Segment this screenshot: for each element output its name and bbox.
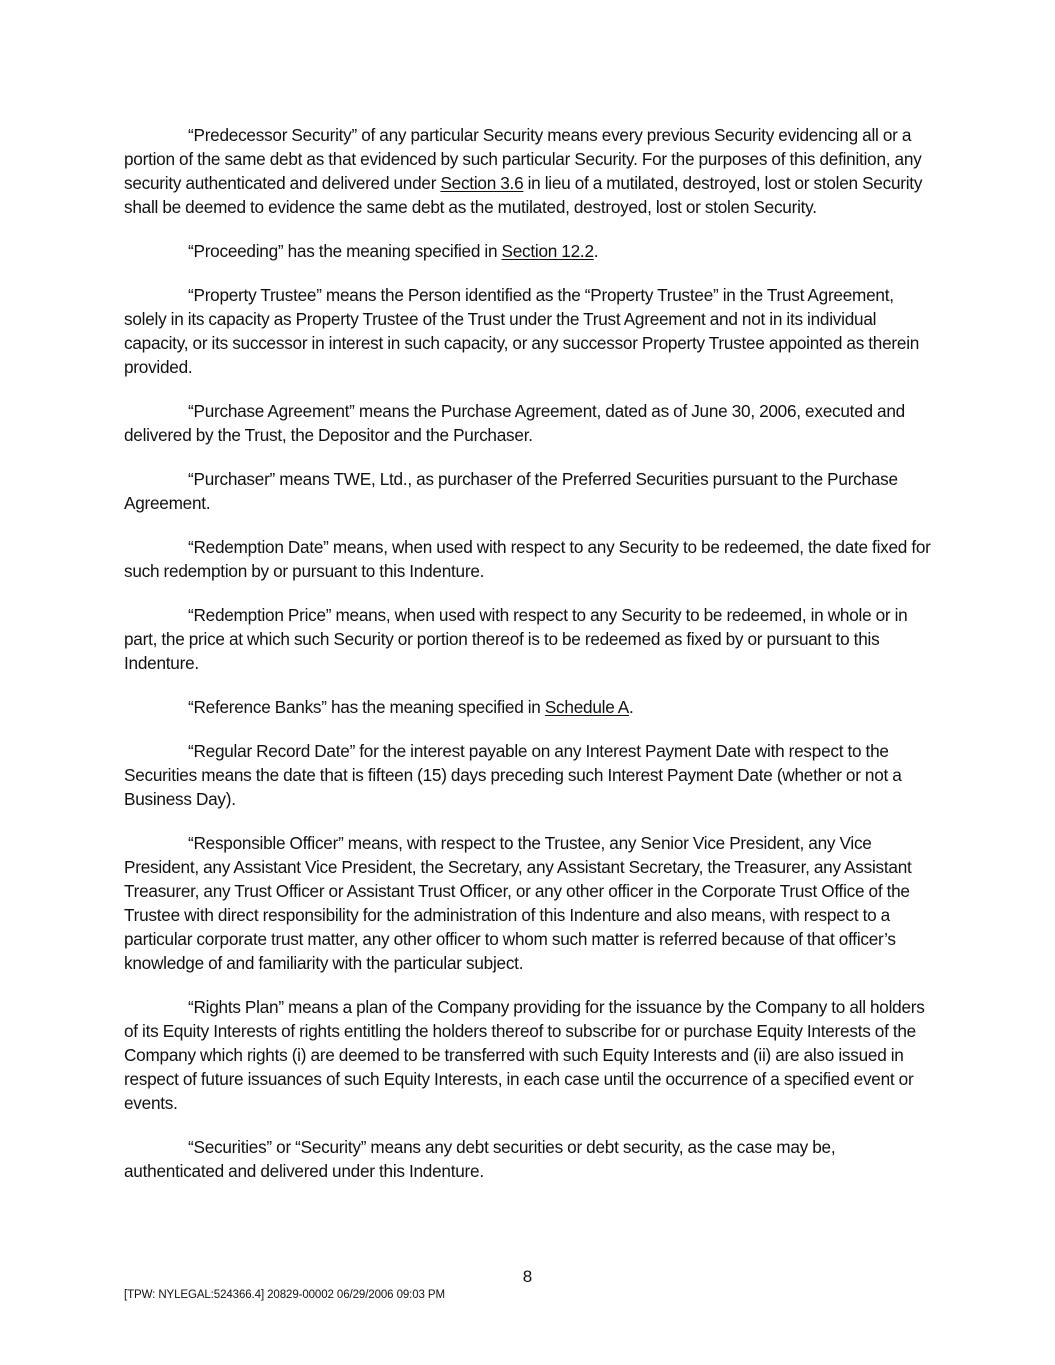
definition-text: “Securities” or “Security” means any debt securities or debt security, as the case may be, authenticated and delivered under this Indenture. — [124, 1137, 836, 1181]
definition-text: “Responsible Officer” means, with respect to the Trustee, any Senior Vice President, any Vice President, any Assistant Vice President, the Secretary, any Assistant Secretary, the Treasurer, any Assistant Treasurer, any Trust Officer or Assistant Trust Officer, or any other officer in the Corporate Trust Office of the Trustee with direct responsibility for the administration of this Indenture and also means, with respect to a particular corporate trust matter, any other officer to whom such matter is referred because of that officer’s knowledge of and familiarity with the particular subject. — [124, 833, 912, 973]
definition-redemption-price — [124, 603, 934, 675]
definition-reference-banks — [124, 695, 934, 719]
definition-text: “Property Trustee” means the Person identified as the “Property Trustee” in the Trust Agreement, solely in its capacity as Property Trustee of the Trust under the Trust Agreement and not in its individual capacity, or its successor in interest in such capacity, or any successor Property Trustee appointed as therein provided. — [124, 285, 920, 377]
page-number: 8 — [522, 1267, 533, 1286]
definition-text-end: . — [593, 241, 599, 261]
definition-text: “Purchase Agreement” means the Purchase Agreement, dated as of June 30, 2006, executed and delivered by the Trust, the Depositor and the Purchaser. — [124, 401, 905, 445]
definitions-body — [124, 123, 934, 1203]
definition-purchaser — [124, 467, 934, 515]
definition-text-end: in lieu of a mutilated, destroyed, lost or stolen Security shall be deemed to evidence the same debt as the mutilated, destroyed, lost or stolen Security. — [124, 173, 923, 217]
definition-text: “Proceeding” has the meaning specified in — [188, 241, 502, 261]
definition-rights-plan — [124, 995, 934, 1115]
definition-proceeding — [124, 239, 934, 263]
definition-text: “Rights Plan” means a plan of the Company providing for the issuance by the Company to all holders of its Equity Interests of rights entitling the holders thereof to subscribe for or purchase Equity Interests of the Company which rights (i) are deemed to be transferred with such Equity Interests and (ii) are also issued in respect of future issuances of such Equity Interests, in each case until the occurrence of a specified event or events. — [124, 997, 925, 1113]
definition-text: “Redemption Date” means, when used with respect to any Security to be redeemed, the date fixed for such redemption by or pursuant to this Indenture. — [124, 537, 931, 581]
definition-redemption-date — [124, 535, 934, 583]
definition-text: “Regular Record Date” for the interest payable on any Interest Payment Date with respect to the Securities means the date that is fifteen (15) days preceding such Interest Payment Date (whether or not a Business Day). — [124, 741, 902, 809]
definition-regular-record-date — [124, 739, 934, 811]
schedule-a-link[interactable]: Schedule A — [544, 697, 630, 717]
definition-property-trustee — [124, 283, 934, 379]
definition-text: “Reference Banks” has the meaning specified in — [188, 697, 545, 717]
definition-text: “Redemption Price” means, when used with respect to any Security to be redeemed, in whole or in part, the price at which such Security or portion thereof is to be redeemed as fixed by or pursuant to this Indenture. — [124, 605, 908, 673]
definition-predecessor-security — [124, 123, 934, 219]
section-12-2-link[interactable]: Section 12.2 — [501, 241, 594, 261]
definition-purchase-agreement — [124, 399, 934, 447]
document-footer-id: [TPW: NYLEGAL:524366.4] 20829-00002 06/29/2006 09:03 PM — [124, 1289, 445, 1301]
section-3-6-link[interactable]: Section 3.6 — [440, 173, 524, 193]
definition-text: “Purchaser” means TWE, Ltd., as purchaser of the Preferred Securities pursuant to the Purchase Agreement. — [124, 469, 898, 513]
definition-text-end: . — [629, 697, 634, 717]
definition-securities — [124, 1135, 934, 1183]
definition-text: “Predecessor Security” of any particular Security means every previous Security evidencing all or a portion of the same debt as that evidenced by such particular Security. For the purposes of this definition, any security authenticated and delivered under — [124, 125, 922, 193]
definition-responsible-officer — [124, 831, 934, 975]
